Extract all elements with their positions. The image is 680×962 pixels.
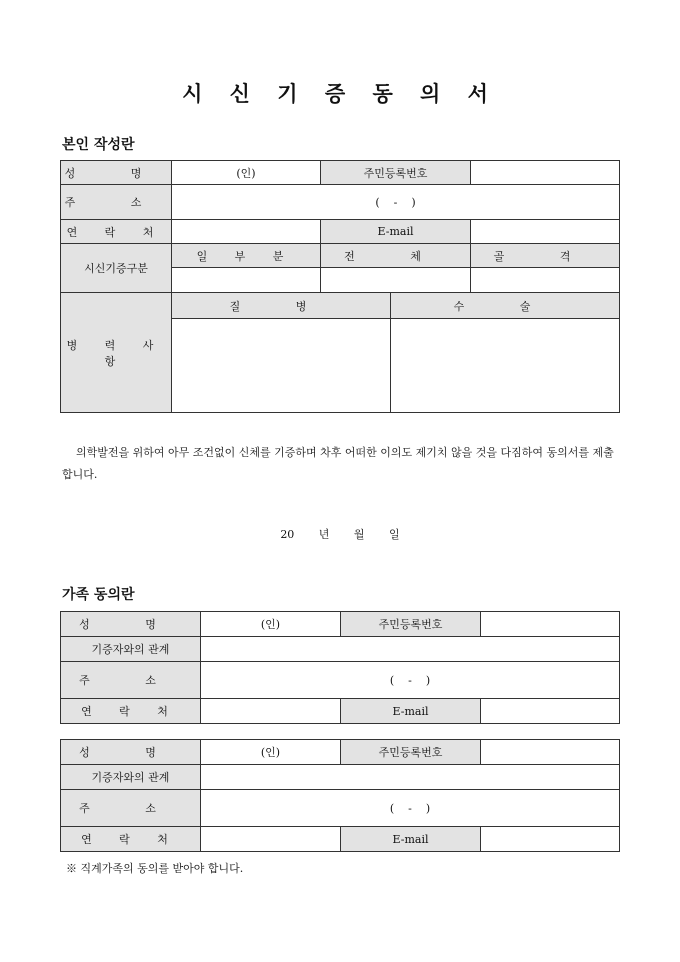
consent-statement: 의학발전을 위하여 아무 조건없이 신체를 기증하며 차후 어떠한 이의도 제기치 않을 것을 다짐하여 동의서를 제출합니다. <box>62 446 614 481</box>
disease-header: 질 병 <box>172 293 391 319</box>
donation-partial-check[interactable] <box>172 268 321 293</box>
family2-zipcode-placeholder: ( - ) <box>389 801 431 815</box>
family2-relation-label: 기증자와의 관계 <box>61 765 201 790</box>
self-rrn-label: 주민등록번호 <box>321 161 471 185</box>
self-section-heading: 본인 작성란 <box>62 137 135 153</box>
family1-contact-label: 연 락 처 <box>61 699 201 724</box>
family2-address-label: 주 소 <box>61 790 201 827</box>
surgery-field[interactable] <box>391 319 620 413</box>
family2-address-field[interactable] <box>201 790 620 827</box>
family2-contact-field[interactable] <box>201 827 341 852</box>
self-rrn-field[interactable] <box>471 161 620 185</box>
self-email-field[interactable] <box>471 220 620 244</box>
family1-email-label: E-mail <box>341 699 481 724</box>
family-consent-table-1 <box>60 611 620 724</box>
self-name-label: 성 명 <box>61 161 172 185</box>
date-line <box>0 526 680 542</box>
date-year: 년 <box>318 528 330 541</box>
family1-address-label: 주 소 <box>61 662 201 699</box>
self-contact-label: 연 락 처 <box>61 220 172 244</box>
medical-history-label: 병 력 사 항 <box>61 293 172 413</box>
family1-zipcode-placeholder: ( - ) <box>389 673 431 687</box>
family1-seal-mark: (인) <box>260 618 281 631</box>
family2-relation-field[interactable] <box>201 765 620 790</box>
family2-email-field[interactable] <box>481 827 620 852</box>
family2-rrn-field[interactable] <box>481 740 620 765</box>
surgery-header: 수 술 <box>391 293 620 319</box>
family1-name-field[interactable] <box>201 612 341 637</box>
donation-type-label: 시신기증구분 <box>61 244 172 293</box>
self-info-table <box>60 160 620 413</box>
family-section-heading: 가족 동의란 <box>62 587 135 603</box>
self-email-label: E-mail <box>321 220 471 244</box>
self-seal-mark: (인) <box>236 166 256 180</box>
date-month: 월 <box>353 528 365 541</box>
family1-rrn-field[interactable] <box>481 612 620 637</box>
family1-rrn-label: 주민등록번호 <box>341 612 481 637</box>
donation-whole-check[interactable] <box>321 268 471 293</box>
family2-name-field[interactable] <box>201 740 341 765</box>
self-address-label: 주 소 <box>61 185 172 220</box>
family2-name-label: 성 명 <box>61 740 201 765</box>
family1-name-label: 성 명 <box>61 612 201 637</box>
self-zipcode-placeholder: ( - ) <box>375 195 416 209</box>
family2-contact-label: 연 락 처 <box>61 827 201 852</box>
family1-contact-field[interactable] <box>201 699 341 724</box>
family1-email-field[interactable] <box>481 699 620 724</box>
family-consent-note: ※ 직계가족의 동의를 받아야 합니다. <box>66 862 244 875</box>
donation-option-skeleton: 골 격 <box>471 244 620 268</box>
donation-skeleton-check[interactable] <box>471 268 620 293</box>
family-consent-table-2 <box>60 739 620 852</box>
family1-address-field[interactable] <box>201 662 620 699</box>
disease-field[interactable] <box>172 319 391 413</box>
self-name-field[interactable] <box>172 161 321 185</box>
donation-option-whole: 전 체 <box>321 244 471 268</box>
family2-email-label: E-mail <box>341 827 481 852</box>
self-address-field[interactable] <box>172 185 620 220</box>
family2-rrn-label: 주민등록번호 <box>341 740 481 765</box>
family1-relation-field[interactable] <box>201 637 620 662</box>
family1-relation-label: 기증자와의 관계 <box>61 637 201 662</box>
form-title: 시 신 기 증 동 의 서 <box>182 81 498 106</box>
self-contact-field[interactable] <box>172 220 321 244</box>
date-day: 일 <box>389 528 400 541</box>
donation-option-partial: 일 부 분 <box>172 244 321 268</box>
date-year-prefix: 20 <box>280 528 295 541</box>
family2-seal-mark: (인) <box>260 746 281 759</box>
